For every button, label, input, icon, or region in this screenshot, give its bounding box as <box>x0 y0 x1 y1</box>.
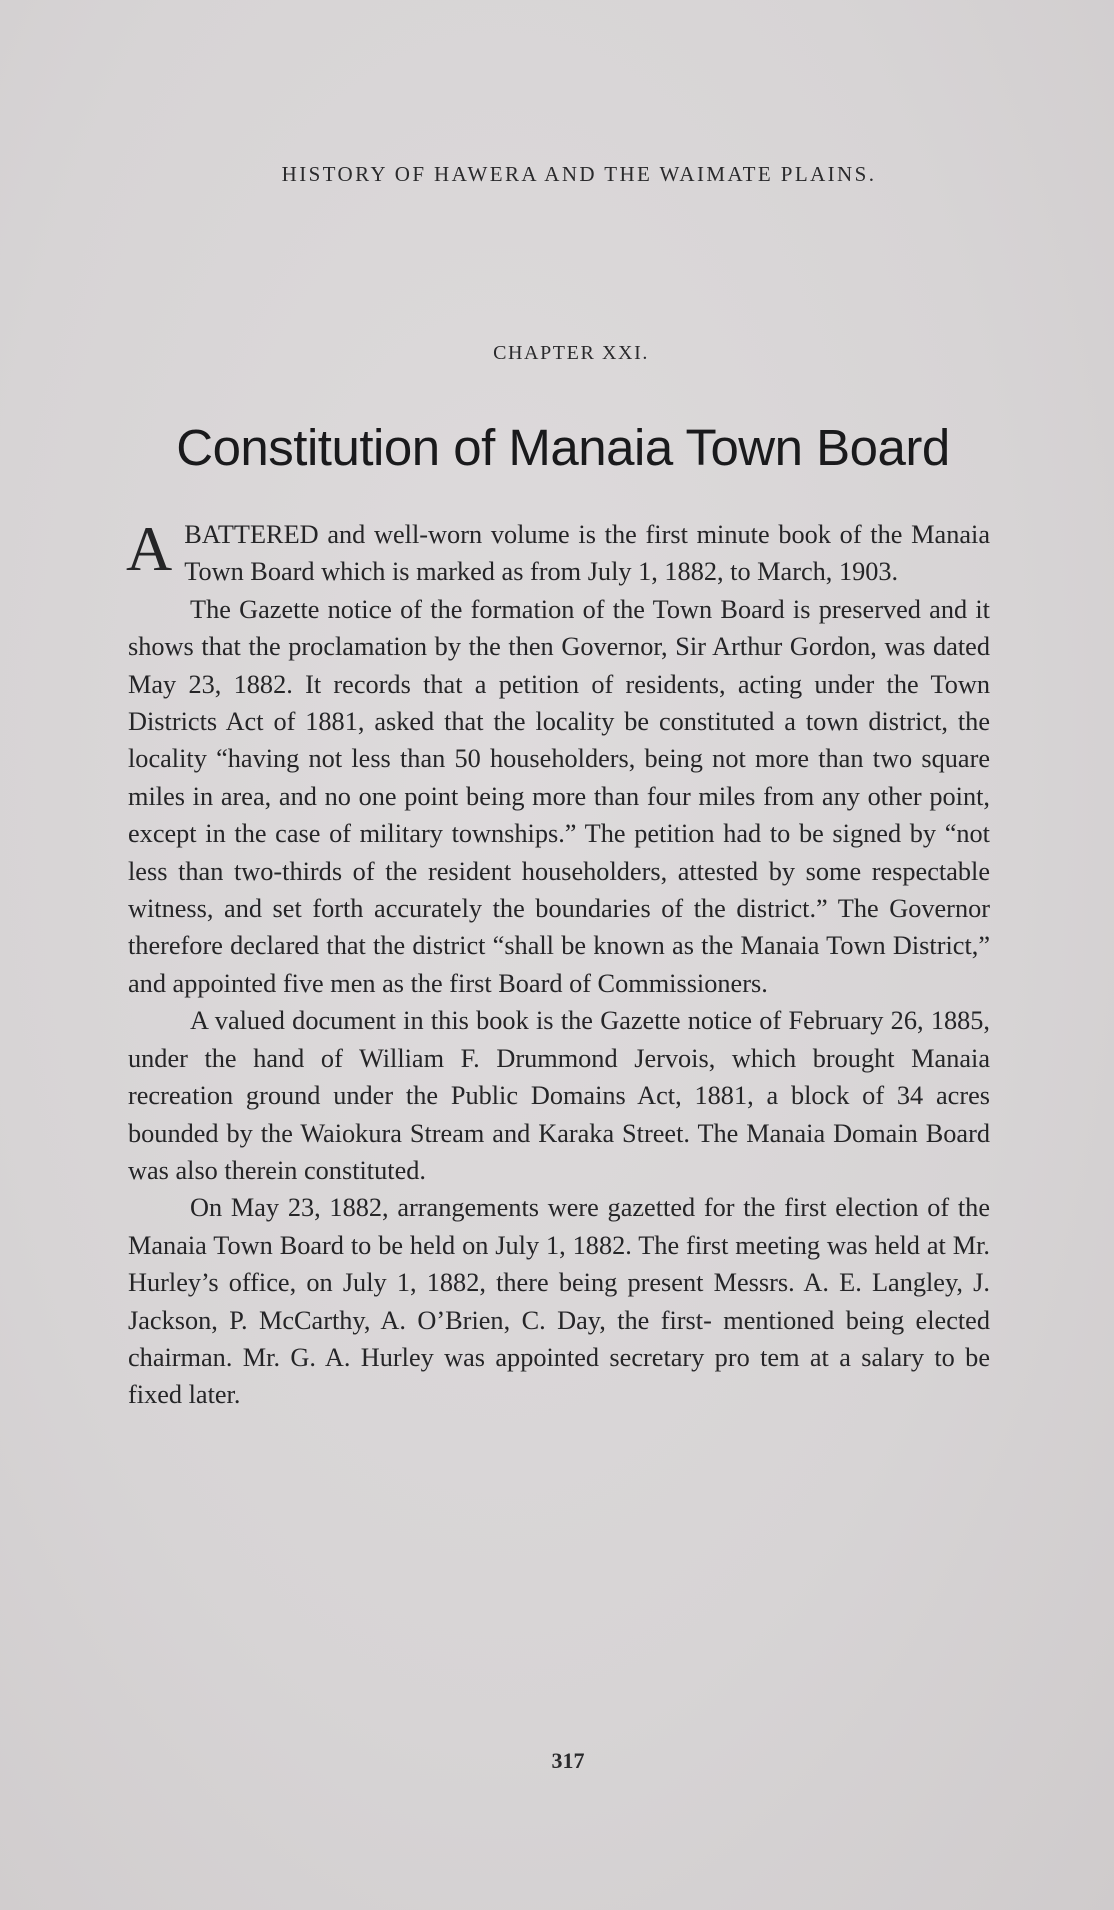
drop-cap: A <box>126 513 173 584</box>
paragraph-3: A valued document in this book is the Gazette notice of February 26, 1885, under the hand of William F. Drummond Jervois, which brought Manaia recreation ground under the Public Domains Act, 1881, a block of 34 acres bounded by the Waiokura Stream and Karaka Street. The Manaia Domain Board was also therein constituted. <box>128 1006 990 1185</box>
paragraph-2: The Gazette notice of the formation of the Town Board is preserved and it shows that the proclamation by the then Governor, Sir Arthur Gordon, was dated May 23, 1882. It records that a petition of residents, acting under the Town Districts Act of 1881, asked that the locality be constituted a town district, the locality “having not less than 50 householders, being not more than two square miles in area, and no one point being more than four miles from any other point, except in the case of military townships.” The petition had to be signed by “not less than two-thirds of the resident householders, attested by some respectable witness, and set forth accurately the boundaries of the district.” The Governor therefore declared that the district “shall be known as the Manaia Town District,” and appointed five men as the first Board of Commissioners. <box>128 594 990 998</box>
running-head: HISTORY OF HAWERA AND THE WAIMATE PLAINS. <box>281 162 877 186</box>
page-number: 317 <box>551 1748 585 1773</box>
paragraph-4: On May 23, 1882, arrangements were gazetted for the first election of the Manaia Town Board to be held on July 1, 1882. The first meeting was held at Mr. Hurley’s office, on July 1, 1882, there being present Messrs. A. E. Langley, J. Jackson, P. McCarthy, A. O’Brien, C. Day, the first- mentioned being elected chairman. Mr. G. A. Hurley was appointed secretary pro tem at a salary to be fixed later. <box>128 1193 990 1410</box>
chapter-title: Constitution of Manaia Town Board <box>176 419 950 476</box>
paragraph-1: ABATTERED and well-worn volume is the first minute book of the Manaia Town Board which is marked as from July 1, 1882, to March, 1903. <box>126 513 990 587</box>
chapter-label: CHAPTER XXI. <box>493 342 649 364</box>
body-text <box>126 513 990 1414</box>
